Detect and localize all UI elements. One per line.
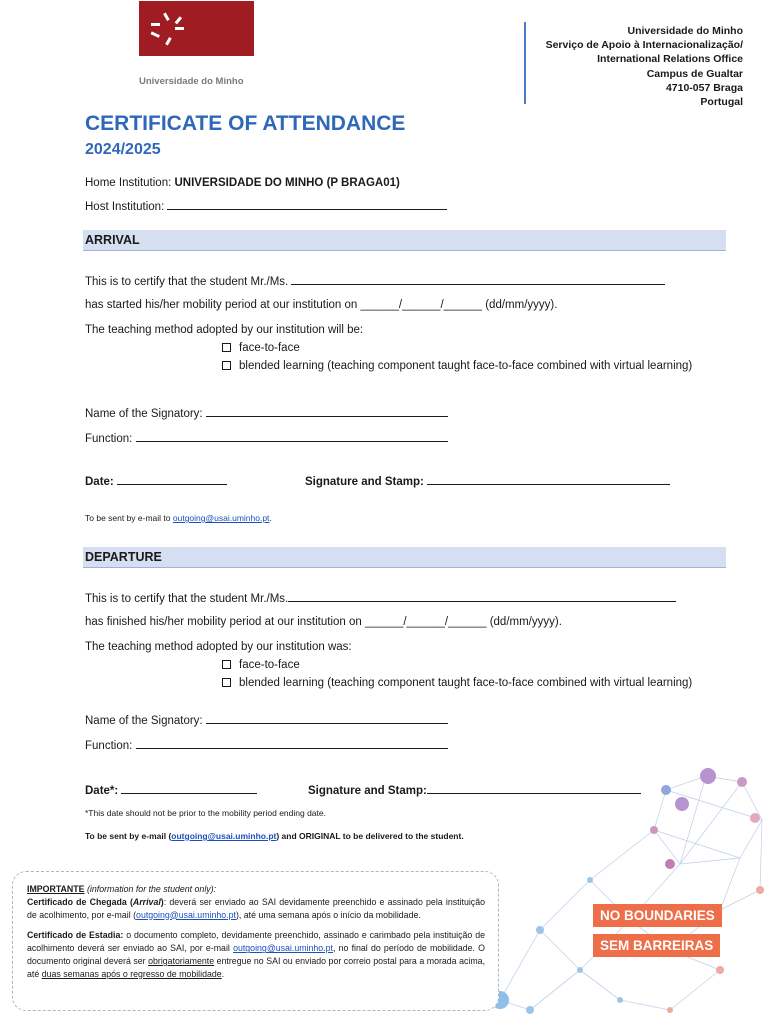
important-arrival-email[interactable]: outgoing@usai.uminho.pt xyxy=(136,909,236,920)
arrival-function[interactable]: Function: xyxy=(85,431,448,445)
arrival-email-link[interactable]: outgoing@usai.uminho.pt xyxy=(172,513,270,523)
departure-method: The teaching method adopted by our institution was: xyxy=(85,641,352,653)
checkbox-icon[interactable] xyxy=(222,660,231,669)
departure-function[interactable]: Function: xyxy=(85,738,448,752)
departure-signature[interactable]: Signature and Stamp: xyxy=(308,783,641,797)
departure-option-blended[interactable]: blended learning (teaching component taught face-to-face combined with virtual learning) xyxy=(222,677,692,689)
arrival-option-blended[interactable]: blended learning (teaching component taught face-to-face combined with virtual learning) xyxy=(222,360,692,372)
home-institution: Home Institution: UNIVERSIDADE DO MINHO (P BRAGA01) xyxy=(85,177,400,189)
departure-period[interactable]: has finished his/her mobility period at our institution on ______/______/______ (dd/mm/yyyy). xyxy=(85,616,562,628)
departure-signatory[interactable]: Name of the Signatory: xyxy=(85,713,448,727)
arrival-signatory-field[interactable] xyxy=(206,406,448,417)
checkbox-icon[interactable] xyxy=(222,343,231,352)
important-notice xyxy=(12,871,499,1011)
university-logo xyxy=(139,1,254,56)
departure-section-header: DEPARTURE xyxy=(83,547,726,568)
banner-no-boundaries: NO BOUNDARIES xyxy=(593,904,722,927)
important-stay-email[interactable]: outgoing@usai.uminho.pt xyxy=(233,943,333,954)
host-institution[interactable]: Host Institution: xyxy=(85,199,447,213)
departure-signatory-field[interactable] xyxy=(206,713,448,724)
arrival-date-field[interactable] xyxy=(117,474,227,485)
important-stay: Certificado de Estadia: o documento completo, devidamente preenchido, assinado e carimbado pela instituição de acolhimento deverá ser enviado ao SAI, por e-mail outgoing@usai.uminho.pt, no final do período de mobilidade. O documento original deverá ser obrigatoriamente entregue no SAI ou enviado por correio postal para a morada acima, até duas semanas após o regresso de mobilidade. xyxy=(27,930,486,979)
departure-date-field[interactable] xyxy=(121,783,257,794)
arrival-certify[interactable]: This is to certify that the student Mr./Ms. xyxy=(85,274,665,288)
arrival-signature-field[interactable] xyxy=(427,474,670,485)
important-arrival: Certificado de Chegada (Arrival): deverá ser enviado ao SAI devidamente preenchido e assinado pela instituição de acolhimento, por e-mail (outgoing@usai.uminho.pt), até uma semana após o início da mobilidade. xyxy=(27,896,485,920)
address-line: Serviço de Apoio à Internacionalização/ xyxy=(545,39,743,52)
address-line: Campus de Gualtar xyxy=(646,67,743,80)
address-line: Universidade do Minho xyxy=(627,25,743,37)
arrival-signature[interactable]: Signature and Stamp: xyxy=(305,474,670,488)
home-institution-value: UNIVERSIDADE DO MINHO (P BRAGA01) xyxy=(174,177,400,189)
arrival-method: The teaching method adopted by our institution will be: xyxy=(85,324,364,336)
banner-sem-barreiras: SEM BARREIRAS xyxy=(593,934,720,957)
page-title: CERTIFICATE OF ATTENDANCE xyxy=(85,112,406,135)
host-institution-field[interactable] xyxy=(167,199,447,210)
address-line: 4710-057 Braga xyxy=(665,81,743,94)
academic-year: 2024/2025 xyxy=(85,141,161,158)
arrival-function-field[interactable] xyxy=(136,431,448,442)
arrival-section-header: ARRIVAL xyxy=(83,230,726,251)
important-heading: IMPORTANTE (information for the student only): xyxy=(27,884,217,894)
arrival-student-name-field[interactable] xyxy=(291,274,665,285)
checkbox-icon[interactable] xyxy=(222,361,231,370)
departure-send-note: To be sent by e-mail (outgoing@usai.uminho.pt) and ORIGINAL to be delivered to the student. xyxy=(85,831,464,841)
address-block xyxy=(546,24,743,109)
arrival-date[interactable]: Date: xyxy=(85,474,227,488)
departure-certify[interactable]: This is to certify that the student Mr./Ms. xyxy=(85,591,676,605)
arrival-signatory[interactable]: Name of the Signatory: xyxy=(85,406,448,420)
departure-function-field[interactable] xyxy=(136,738,448,749)
logo-name: Universidade do Minho xyxy=(139,76,244,87)
header-divider xyxy=(524,22,526,104)
departure-student-name-field[interactable] xyxy=(288,591,676,602)
arrival-period[interactable]: has started his/her mobility period at our institution on ______/______/______ (dd/mm/yyyy). xyxy=(85,299,558,311)
departure-footnote: *This date should not be prior to the mobility period ending date. xyxy=(85,808,326,818)
departure-date[interactable]: Date*: xyxy=(85,783,257,797)
departure-email-link[interactable]: outgoing@usai.uminho.pt xyxy=(171,831,277,841)
address-line: Portugal xyxy=(700,96,743,109)
address-line: International Relations Office xyxy=(597,53,743,66)
arrival-option-face[interactable]: face-to-face xyxy=(222,342,300,354)
departure-option-face[interactable]: face-to-face xyxy=(222,659,300,671)
arrival-send-note: To be sent by e-mail to outgoing@usai.uminho.pt. xyxy=(85,513,272,523)
network-graphic-icon xyxy=(470,760,770,1024)
checkbox-icon[interactable] xyxy=(222,678,231,687)
